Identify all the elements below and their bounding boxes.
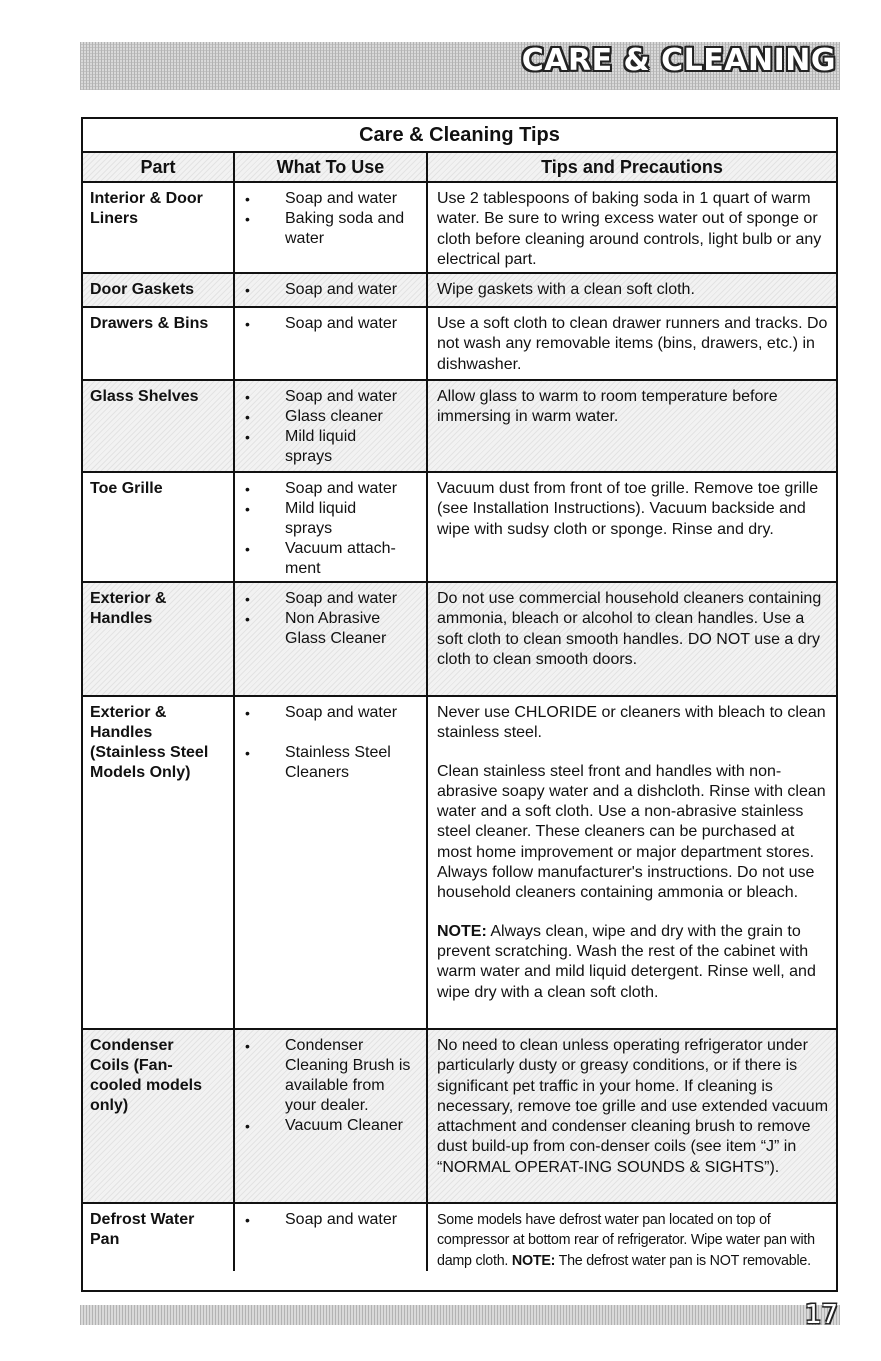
part-label-line: Condenser <box>90 1037 174 1054</box>
note-label: NOTE: <box>511 1252 556 1269</box>
part-cell <box>83 1030 235 1202</box>
tip-text-main: Some models have defrost water pan located on top of compressor at bottom rear of refrigerator. Wipe water pan with damp cloth. <box>437 1212 815 1269</box>
tip-text: Do not use commercial household cleaners containing ammonia, bleach or alcohol to clean handles. Use a soft cloth to clean smooth handles. DO NOT use a dry cloth to clean smooth doors. <box>437 590 822 668</box>
tip-text <box>437 1210 830 1271</box>
part-label-line: (Stainless Steel <box>90 744 209 761</box>
part-cell <box>83 381 235 471</box>
table-row <box>83 697 836 1030</box>
what-to-use-cell <box>235 183 428 272</box>
tips-cell <box>428 381 836 471</box>
part-label-line: Drawers & Bins <box>90 315 209 332</box>
part-label-line: Models Only) <box>90 764 191 781</box>
tip-text: No need to clean unless operating refrigerator under particularly dusty or greasy conditions, or if there is significant pet traffic in your home. If cleaning is necessary, remove toe grille and use extended vacuum attachment and condenser cleaning brush to remove dust build-up from con-denser coils (see item “J” in “NORMAL OPERAT-ING SOUNDS & SIGHTS”). <box>437 1037 829 1176</box>
use-item: • Soap and water <box>239 589 422 609</box>
note-label: NOTE: <box>437 922 487 940</box>
part-label-line: Handles <box>90 724 153 741</box>
tip-text: Wipe gaskets with a clean soft cloth. <box>437 281 695 298</box>
part-label-line: Toe Grille <box>90 480 163 497</box>
use-item: • Mild liquid sprays <box>239 427 369 467</box>
table-row <box>83 473 836 583</box>
use-item: • Stainless Steel Cleaners <box>239 743 404 783</box>
tip-text: Clean stainless steel front and handles with non-abrasive soapy water and a dishcloth. Rinse with clean water and a soft cloth. Use a non-abrasive stainless steel cleaner. These cleaners can be purchased at most home improvement or major department stores. Always follow manufacturer's instructions. Do not use household cleaners containing ammonia or bleach. <box>437 762 826 902</box>
what-to-use-cell <box>235 381 428 471</box>
tips-cell <box>428 274 836 306</box>
table-row <box>83 1204 836 1271</box>
tips-cell <box>428 1204 836 1271</box>
table-row <box>83 583 836 697</box>
part-label-line: Coils (Fan- <box>90 1057 173 1074</box>
tip-text: Use 2 tablespoons of baking soda in 1 quart of warm water. Be sure to wring excess water out of sponge or cloth before cleaning around controls, light bulb or any electrical part. <box>437 190 822 268</box>
page-number: 17 <box>804 1300 838 1330</box>
note-text: The defrost water pan is NOT removable. <box>555 1252 811 1269</box>
care-cleaning-table <box>81 117 838 1292</box>
part-cell <box>83 183 235 272</box>
part-cell <box>83 473 235 581</box>
use-item: • Soap and water <box>239 314 422 334</box>
use-item: • Non Abrasive Glass Cleaner <box>239 609 404 649</box>
part-label-line: Glass Shelves <box>90 388 199 405</box>
table-header-row <box>83 153 836 183</box>
table-row <box>83 183 836 274</box>
column-header-tips: Tips and Precautions <box>541 157 723 177</box>
use-item: • Vacuum Cleaner <box>239 1116 422 1136</box>
part-label-line: Pan <box>90 1231 120 1248</box>
use-item: • Soap and water <box>239 1210 422 1230</box>
tips-cell <box>428 308 836 379</box>
part-cell <box>83 697 235 1028</box>
part-label-line: Exterior & <box>90 704 167 721</box>
tips-cell <box>428 697 836 1028</box>
tips-cell <box>428 183 836 272</box>
what-to-use-cell <box>235 274 428 306</box>
part-cell <box>83 274 235 306</box>
use-item: • Glass cleaner <box>239 407 422 427</box>
tips-cell <box>428 473 836 581</box>
use-item: • Soap and water <box>239 189 422 209</box>
use-item: • Mild liquid sprays <box>239 499 369 539</box>
what-to-use-cell <box>235 1030 428 1202</box>
column-header-what-to-use: What To Use <box>235 153 428 181</box>
use-item: • Soap and water <box>239 703 422 723</box>
table-row <box>83 308 836 381</box>
part-label-line: Exterior & <box>90 590 167 607</box>
note-text: Always clean, wipe and dry with the grain to prevent scratching. Wash the rest of the cabinet with warm water and mild liquid detergent. Rinse well, and wipe dry with a clean soft cloth. <box>437 922 816 1001</box>
part-label-line: only) <box>90 1097 129 1114</box>
tip-text: Vacuum dust from front of toe grille. Remove toe grille (see Installation Instructions). Vacuum backside and wipe with sudsy cloth or sponge. Rinse and dry. <box>437 480 819 538</box>
use-item: • Soap and water <box>239 479 422 499</box>
tips-cell <box>428 583 836 695</box>
table-row <box>83 274 836 308</box>
use-item: • Vacuum attach- ment <box>239 539 404 579</box>
part-label-line: cooled models <box>90 1077 203 1094</box>
tip-text: Use a soft cloth to clean drawer runners and tracks. Do not wash any removable items (bins, drawers, etc.) in dishwasher. <box>437 315 828 373</box>
what-to-use-cell <box>235 473 428 581</box>
part-cell <box>83 308 235 379</box>
column-header-part: Part <box>83 153 235 181</box>
tip-text: Allow glass to warm to room temperature before immersing in warm water. <box>437 388 778 426</box>
what-to-use-cell <box>235 1204 428 1271</box>
table-row <box>83 1030 836 1204</box>
section-banner <box>80 42 840 90</box>
part-label-line: Liners <box>90 210 139 227</box>
part-cell <box>83 1204 235 1271</box>
use-item: • Soap and water <box>239 280 422 300</box>
use-item: • Condenser Cleaning Brush is available from your dealer. <box>239 1036 419 1116</box>
part-cell <box>83 583 235 695</box>
what-to-use-cell <box>235 308 428 379</box>
tips-cell <box>428 1030 836 1202</box>
use-item: • Soap and water <box>239 387 422 407</box>
use-item: • Baking soda and water <box>239 209 422 249</box>
part-label-line: Defrost Water <box>90 1211 195 1228</box>
note-paragraph <box>437 922 830 1003</box>
part-label-line: Door Gaskets <box>90 281 195 298</box>
what-to-use-cell <box>235 583 428 695</box>
tip-text: Never use CHLORIDE or cleaners with bleach to clean stainless steel. <box>437 704 826 742</box>
footer-bar <box>80 1300 840 1330</box>
part-label-line: Handles <box>90 610 153 627</box>
what-to-use-cell <box>235 697 428 1028</box>
section-title: CARE & CLEANING <box>521 43 836 78</box>
table-caption: Care & Cleaning Tips <box>83 119 836 153</box>
part-label-line: Interior & Door <box>90 190 203 207</box>
table-row <box>83 381 836 473</box>
